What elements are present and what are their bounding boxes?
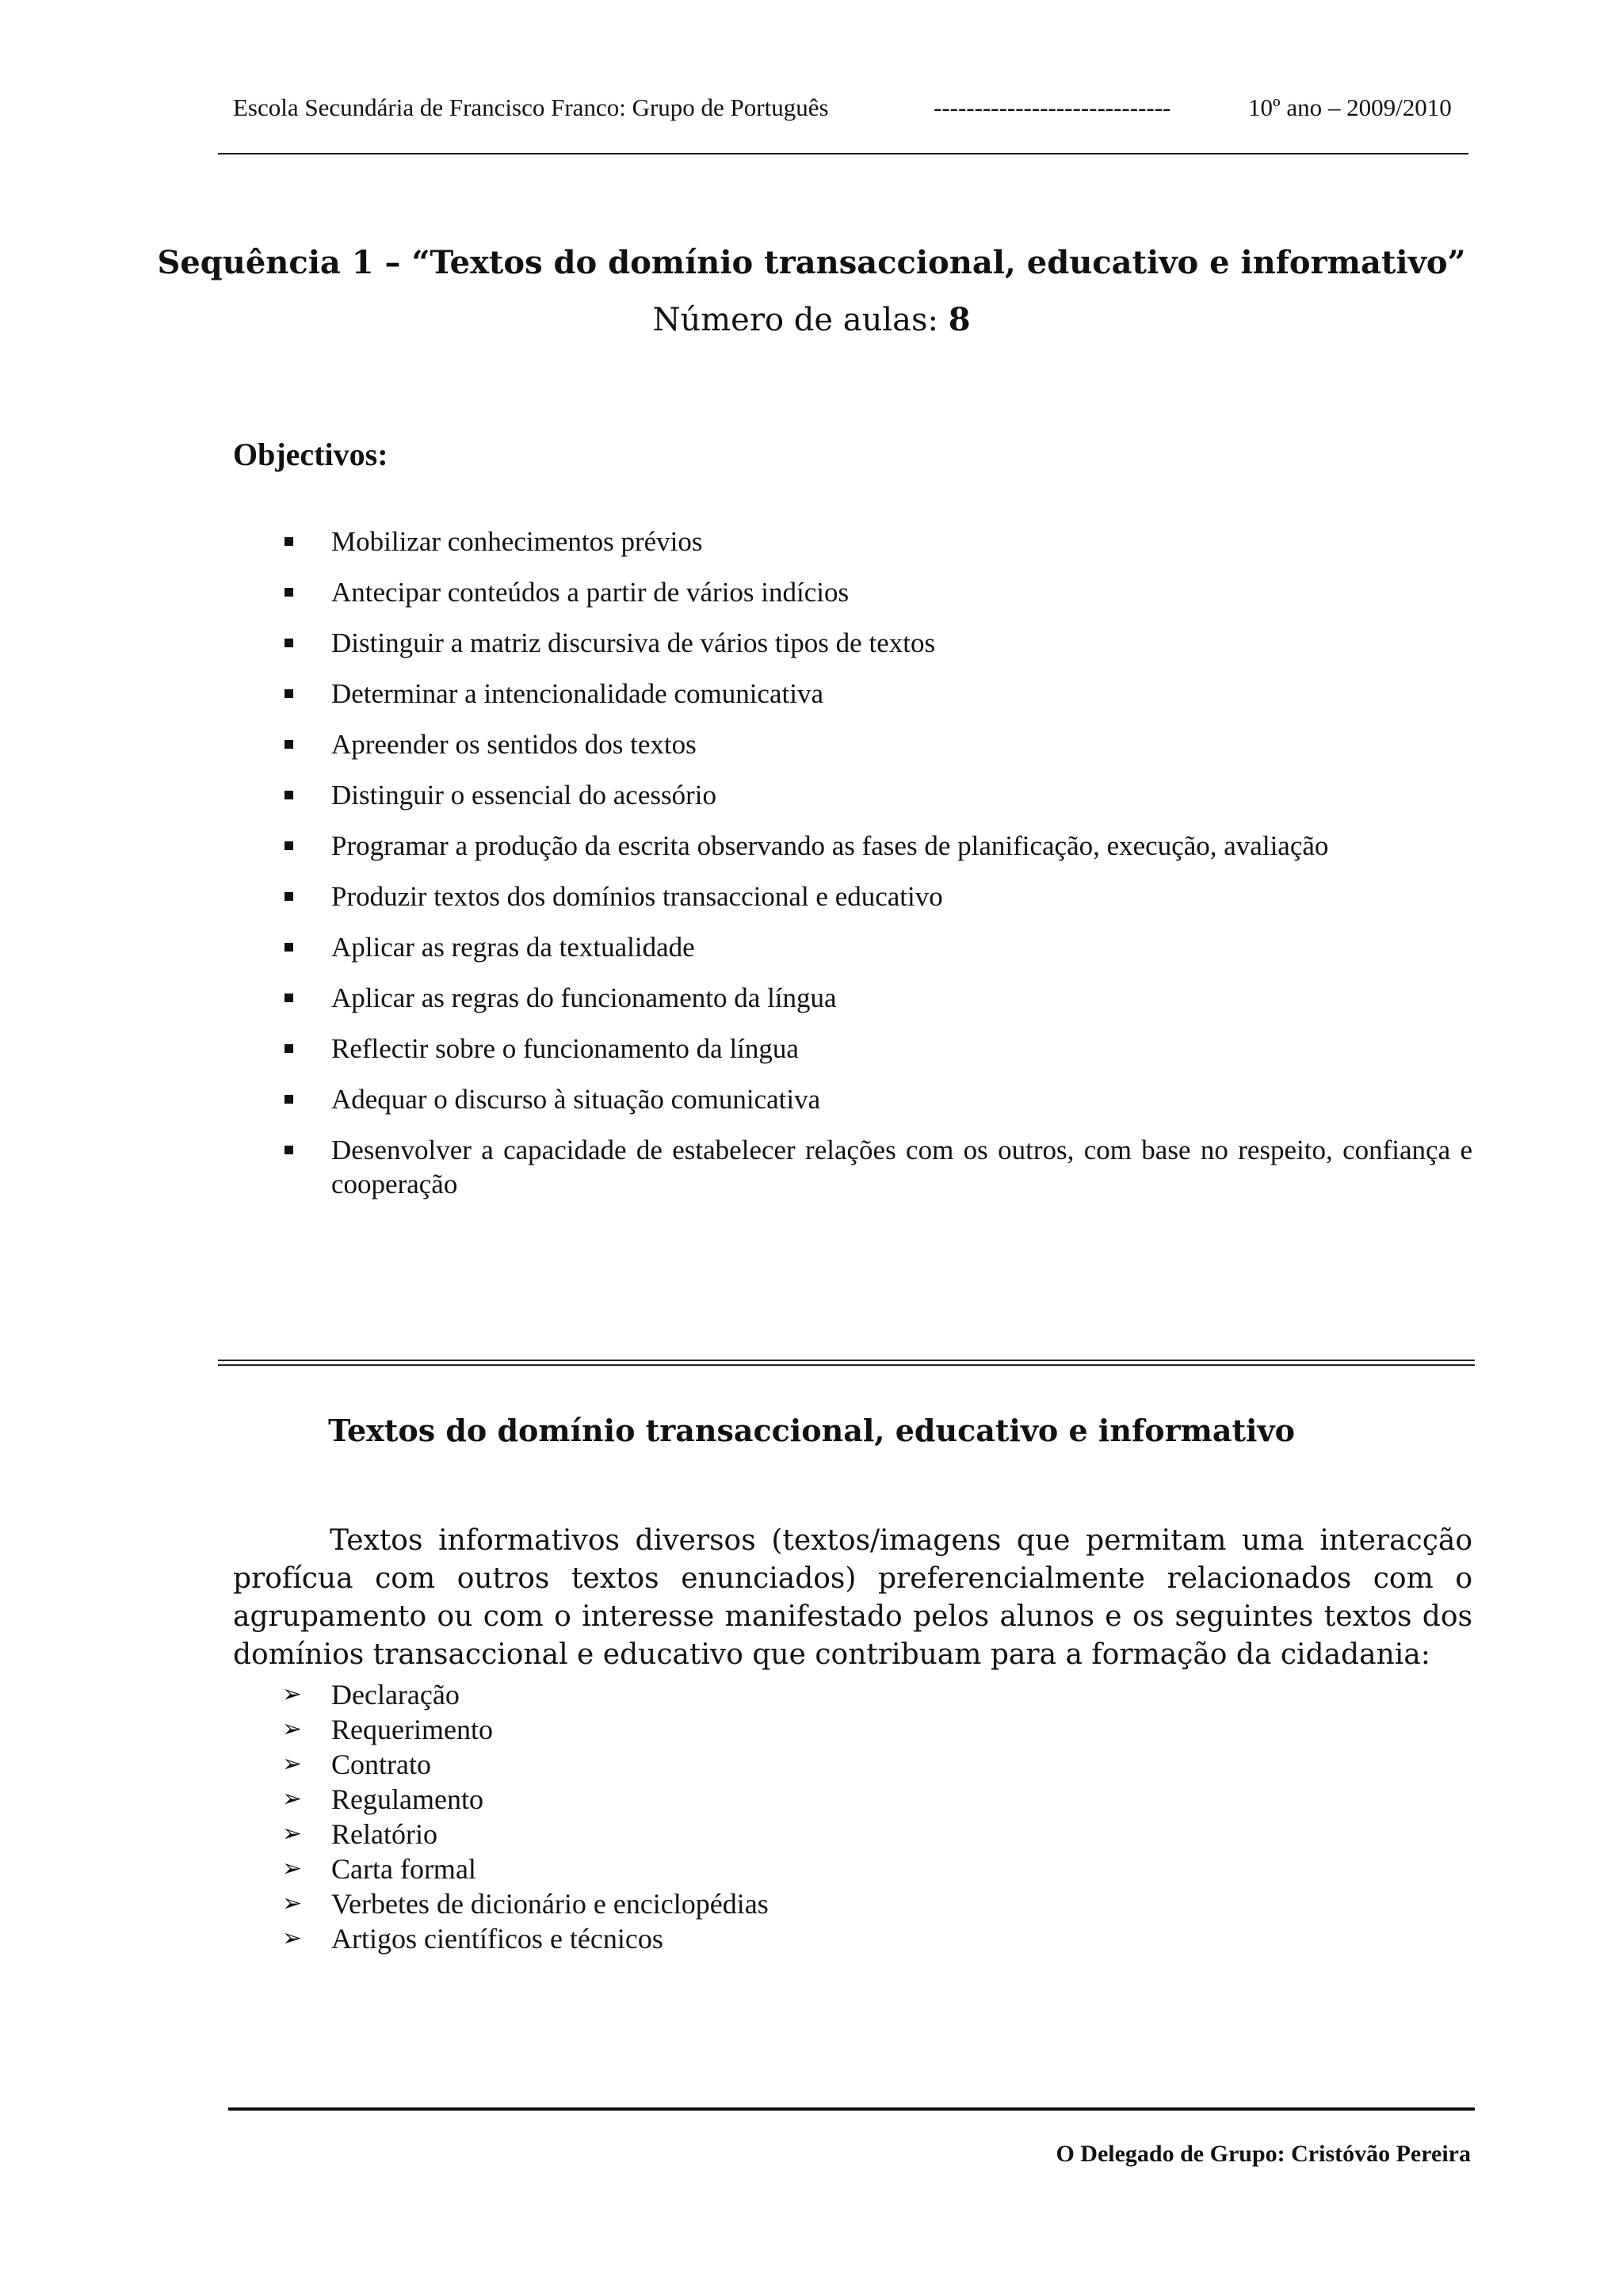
text-type-label: Artigos científicos e técnicos (331, 1923, 663, 1955)
square-bullet-icon (285, 588, 293, 597)
header-divider (218, 153, 1468, 154)
text-type-label: Relatório (331, 1818, 437, 1850)
footer-signature: O Delegado de Grupo: Cristóvão Pereira (1056, 2141, 1471, 2167)
text-type-item (233, 1747, 1342, 1782)
text-type-label: Requerimento (331, 1714, 493, 1745)
arrow-bullet-icon: ➢ (282, 1715, 303, 1743)
objective-text: Determinar a intencionalidade comunicativa (331, 678, 823, 709)
square-bullet-icon (285, 841, 293, 850)
objective-item (233, 575, 1472, 609)
square-bullet-icon (285, 1044, 293, 1053)
objective-item (233, 524, 1472, 559)
text-type-label: Carta formal (331, 1853, 476, 1885)
text-type-label: Regulamento (331, 1783, 483, 1815)
square-bullet-icon (285, 689, 293, 698)
section-paragraph: Textos informativos diversos (textos/imagens que permitam uma interacção profícua com outros textos enunciados) preferencialmente relacionados com o agrupamento ou com o interesse manifestado pelos alunos e os seguintes textos dos domínios transaccional e educativo que contribuam para a formação da cidadania: (233, 1524, 1472, 1671)
objectives-heading: Objectivos: (233, 437, 388, 472)
square-bullet-icon (285, 740, 293, 749)
objective-text: Reflectir sobre o funcionamento da língua (331, 1033, 799, 1064)
objective-text: Aplicar as regras da textualidade (331, 932, 695, 963)
objective-text: Apreender os sentidos dos textos (331, 729, 697, 760)
objective-item (233, 930, 1472, 964)
objective-text: Antecipar conteúdos a partir de vários indícios (331, 577, 850, 608)
objective-text: Desenvolver a capacidade de estabelecer relações com os outros, com base no respeito, confiança e cooperação (331, 1135, 1472, 1199)
objective-text: Adequar o discurso à situação comunicativa (331, 1084, 821, 1115)
objective-item (233, 1032, 1472, 1066)
text-type-item (233, 1677, 1342, 1712)
page-header (0, 93, 1623, 125)
lessons-count-line (0, 301, 1623, 338)
square-bullet-icon (285, 1146, 293, 1154)
arrow-bullet-icon: ➢ (282, 1680, 303, 1708)
header-school: Escola Secundária de Francisco Franco: Grupo de Português (233, 93, 829, 121)
objective-text: Mobilizar conhecimentos prévios (331, 526, 703, 557)
square-bullet-icon (285, 892, 293, 901)
arrow-bullet-icon: ➢ (282, 1855, 303, 1882)
square-bullet-icon (285, 791, 293, 799)
square-bullet-icon (285, 943, 293, 952)
objective-text: Aplicar as regras do funcionamento da língua (331, 982, 837, 1013)
section-title: Textos do domínio transaccional, educativo e informativo (328, 1413, 1295, 1448)
header-dashes: ----------------------------- (934, 93, 1171, 121)
objective-text: Distinguir a matriz discursiva de vários tipos de textos (331, 627, 936, 658)
objective-text: Distinguir o essencial do acessório (331, 780, 717, 810)
square-bullet-icon (285, 537, 293, 546)
sequence-title: Sequência 1 – “Textos do domínio transaccional, educativo e informativo” (157, 244, 1466, 281)
text-type-item (233, 1712, 1342, 1747)
text-type-label: Verbetes de dicionário e enciclopédias (331, 1888, 769, 1920)
text-types-list (233, 1677, 1342, 1956)
objective-item (233, 677, 1472, 711)
square-bullet-icon (285, 1095, 293, 1104)
text-type-label: Declaração (331, 1679, 460, 1711)
header-year: 10º ano – 2009/2010 (1248, 93, 1452, 121)
objective-item (233, 727, 1472, 761)
lessons-label: Número de aulas: (652, 302, 938, 338)
text-type-label: Contrato (331, 1749, 431, 1780)
objective-item (233, 829, 1472, 863)
objective-text: Produzir textos dos domínios transaccional e educativo (331, 881, 943, 912)
text-type-item (233, 1886, 1342, 1921)
objectives-list (233, 524, 1472, 1218)
square-bullet-icon (285, 639, 293, 647)
text-type-item (233, 1782, 1342, 1817)
objective-item (233, 981, 1472, 1015)
arrow-bullet-icon: ➢ (282, 1750, 303, 1778)
square-bullet-icon (285, 994, 293, 1002)
arrow-bullet-icon: ➢ (282, 1820, 303, 1848)
objective-item (233, 778, 1472, 812)
objective-item (233, 1082, 1472, 1116)
text-type-item (233, 1817, 1342, 1852)
arrow-bullet-icon: ➢ (282, 1890, 303, 1917)
objective-item (233, 626, 1472, 660)
section-divider (218, 1360, 1475, 1366)
lessons-count: 8 (948, 301, 971, 338)
objective-item (233, 879, 1472, 913)
footer-divider (228, 2107, 1475, 2111)
objective-item (233, 1133, 1472, 1201)
arrow-bullet-icon: ➢ (282, 1785, 303, 1813)
text-type-item (233, 1921, 1342, 1956)
text-type-item (233, 1852, 1342, 1886)
arrow-bullet-icon: ➢ (282, 1924, 303, 1952)
objective-text: Programar a produção da escrita observando as fases de planificação, execução, avaliação (331, 830, 1329, 861)
